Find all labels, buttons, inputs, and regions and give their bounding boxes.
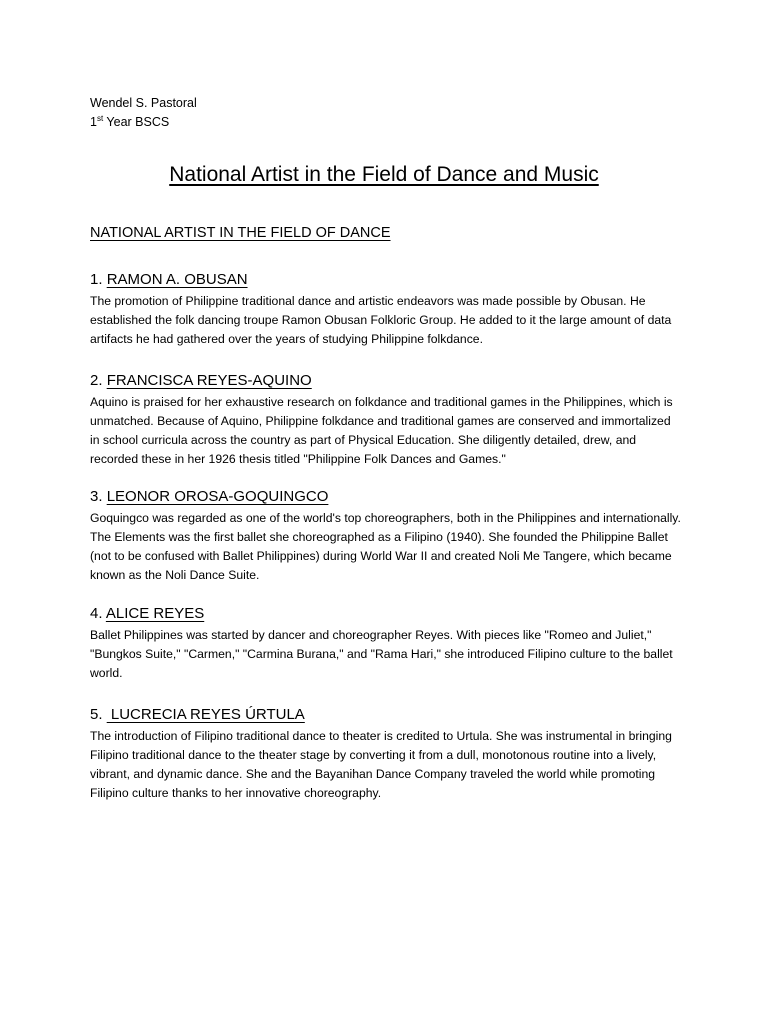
artist-heading-4 [90, 604, 682, 624]
artist-name-3: LEONOR OROSA-GOQUINGCO [106, 488, 329, 505]
artist-heading-5 [90, 705, 682, 725]
section-heading-dance: NATIONAL ARTIST IN THE FIELD OF DANCE [90, 225, 391, 241]
artist-number-1: 1. [90, 271, 107, 288]
artist-entry-4 [90, 604, 682, 683]
year-rest: Year BSCS [103, 115, 170, 129]
artist-number-5: 5. [90, 706, 107, 723]
artist-name-5: LUCRECIA REYES ÚRTULA [106, 706, 305, 723]
author-block [90, 94, 197, 132]
artist-name-4: ALICE REYES [105, 605, 205, 622]
artist-name-2: FRANCISCA REYES-AQUINO [106, 372, 312, 389]
artist-description-4: Ballet Philippines was started by dancer and choreographer Reyes. With pieces like "Romeo and Juliet," "Bungkos Suite," "Carmen," "Carmina Burana," and "Rama Hari," she introduced Filipino culture to the ballet world. [90, 628, 673, 680]
artist-number-2: 2. [90, 372, 107, 389]
artist-number-4: 4. [90, 605, 106, 622]
document-title: National Artist in the Field of Dance and Music [169, 163, 599, 186]
artist-heading-1 [90, 270, 682, 290]
artist-entry-5 [90, 705, 682, 803]
artist-description-1: The promotion of Philippine traditional dance and artistic endeavors was made possible by Obusan. He established the folk dancing troupe Ramon Obusan Folkloric Group. He added to it the large amount of data artifacts he had gathered over the years of studying Philippine folkdance. [90, 294, 672, 346]
artist-entry-2 [90, 371, 682, 469]
artist-heading-2 [90, 371, 682, 391]
artist-description-5: The introduction of Filipino traditional dance to theater is credited to Urtula. She was instrumental in bringing Filipino traditional dance to the theater stage by converting it from a dull, monotonous routine into a lively, vibrant, and dynamic dance. She and the Bayanihan Dance Company traveled the world while promoting Filipino culture thanks to her innovative choreography. [90, 729, 672, 800]
year-suffix: st [96, 114, 104, 123]
artist-entry-3 [90, 487, 682, 585]
author-name: Wendel S. Pastoral [90, 96, 197, 110]
author-year [90, 113, 197, 132]
artist-name-1: RAMON A. OBUSAN [106, 271, 248, 288]
artist-description-3: Goquingco was regarded as one of the world's top choreographers, both in the Philippines and internationally. The Elements was the first ballet she choreographed as a Filipino (1940). She founded the Philippine Ballet (not to be confused with Ballet Philippines) during World War II and created Noli Me Tangere, which became known as the Noli Dance Suite. [90, 511, 681, 582]
artist-number-3: 3. [90, 488, 107, 505]
artist-entry-1 [90, 270, 682, 349]
artist-description-2: Aquino is praised for her exhaustive research on folkdance and traditional games in the Philippines, which is unmatched. Because of Aquino, Philippine folkdance and traditional games are conserved and immortalized in school curricula across the country as part of Physical Education. She diligently detailed, drew, and recorded these in her 1926 thesis titled "Philippine Folk Dances and Games." [90, 395, 673, 466]
artist-heading-3 [90, 487, 682, 507]
year-number: 1 [90, 115, 97, 129]
